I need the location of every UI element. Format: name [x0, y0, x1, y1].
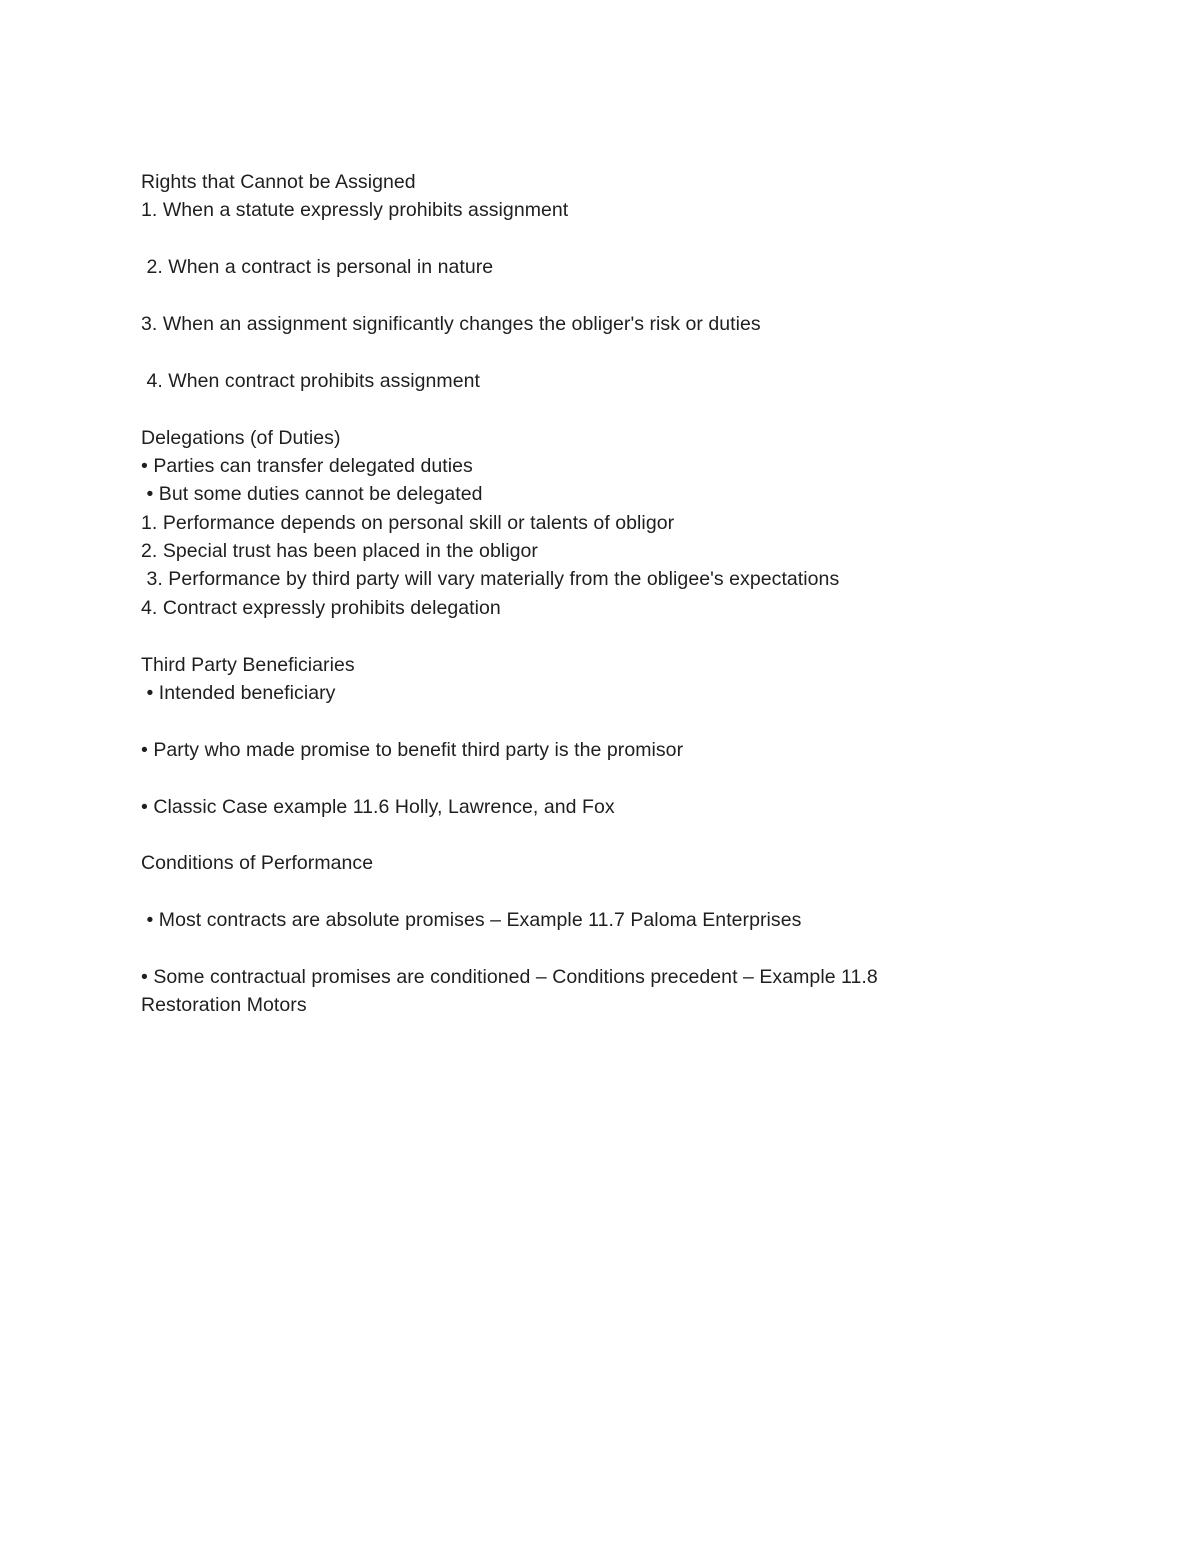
bullet-item: • Most contracts are absolute promises – Example 11.7 Paloma Enterprises — [141, 909, 802, 932]
blank-line — [141, 338, 1101, 366]
list-item: 2. When a contract is personal in nature — [141, 256, 494, 279]
bullet-item: • Party who made promise to benefit third party is the promisor — [141, 738, 684, 761]
blank-line — [141, 622, 1101, 650]
list-item: 4. When contract prohibits assignment — [141, 369, 480, 392]
list-item: 3. When an assignment significantly changes the obliger's risk or duties — [141, 312, 761, 335]
bullet-item: • Parties can transfer delegated duties — [141, 454, 473, 477]
section-heading-rights-not-assignable: Rights that Cannot be Assigned — [141, 171, 416, 193]
blank-line — [141, 395, 1101, 423]
list-item: 2. Special trust has been placed in the obligor — [141, 540, 538, 563]
list-item: 4. Contract expressly prohibits delegation — [141, 596, 501, 619]
list-item: 1. When a statute expressly prohibits assignment — [141, 199, 569, 222]
bullet-item-continuation: Restoration Motors — [141, 994, 307, 1017]
bullet-item: • But some duties cannot be delegated — [141, 483, 483, 506]
blank-line — [141, 225, 1101, 253]
list-item: 1. Performance depends on personal skill or talents of obligor — [141, 511, 675, 534]
list-item: 3. Performance by third party will vary materially from the obligee's expectations — [141, 568, 840, 591]
section-heading-delegations: Delegations (of Duties) — [141, 426, 341, 449]
blank-line — [141, 282, 1101, 310]
blank-line — [141, 878, 1101, 906]
blank-line — [141, 707, 1101, 735]
section-heading-conditions-of-performance: Conditions of Performance — [141, 852, 374, 875]
blank-line — [141, 935, 1101, 963]
bullet-item: • Classic Case example 11.6 Holly, Lawrence, and Fox — [141, 795, 615, 818]
blank-line — [141, 764, 1101, 792]
document-body — [141, 168, 1101, 1020]
bullet-item: • Intended beneficiary — [141, 682, 336, 705]
blank-line — [141, 821, 1101, 849]
section-heading-third-party-beneficiaries: Third Party Beneficiaries — [141, 653, 355, 676]
bullet-item: • Some contractual promises are conditioned – Conditions precedent – Example 11.8 — [141, 965, 878, 988]
